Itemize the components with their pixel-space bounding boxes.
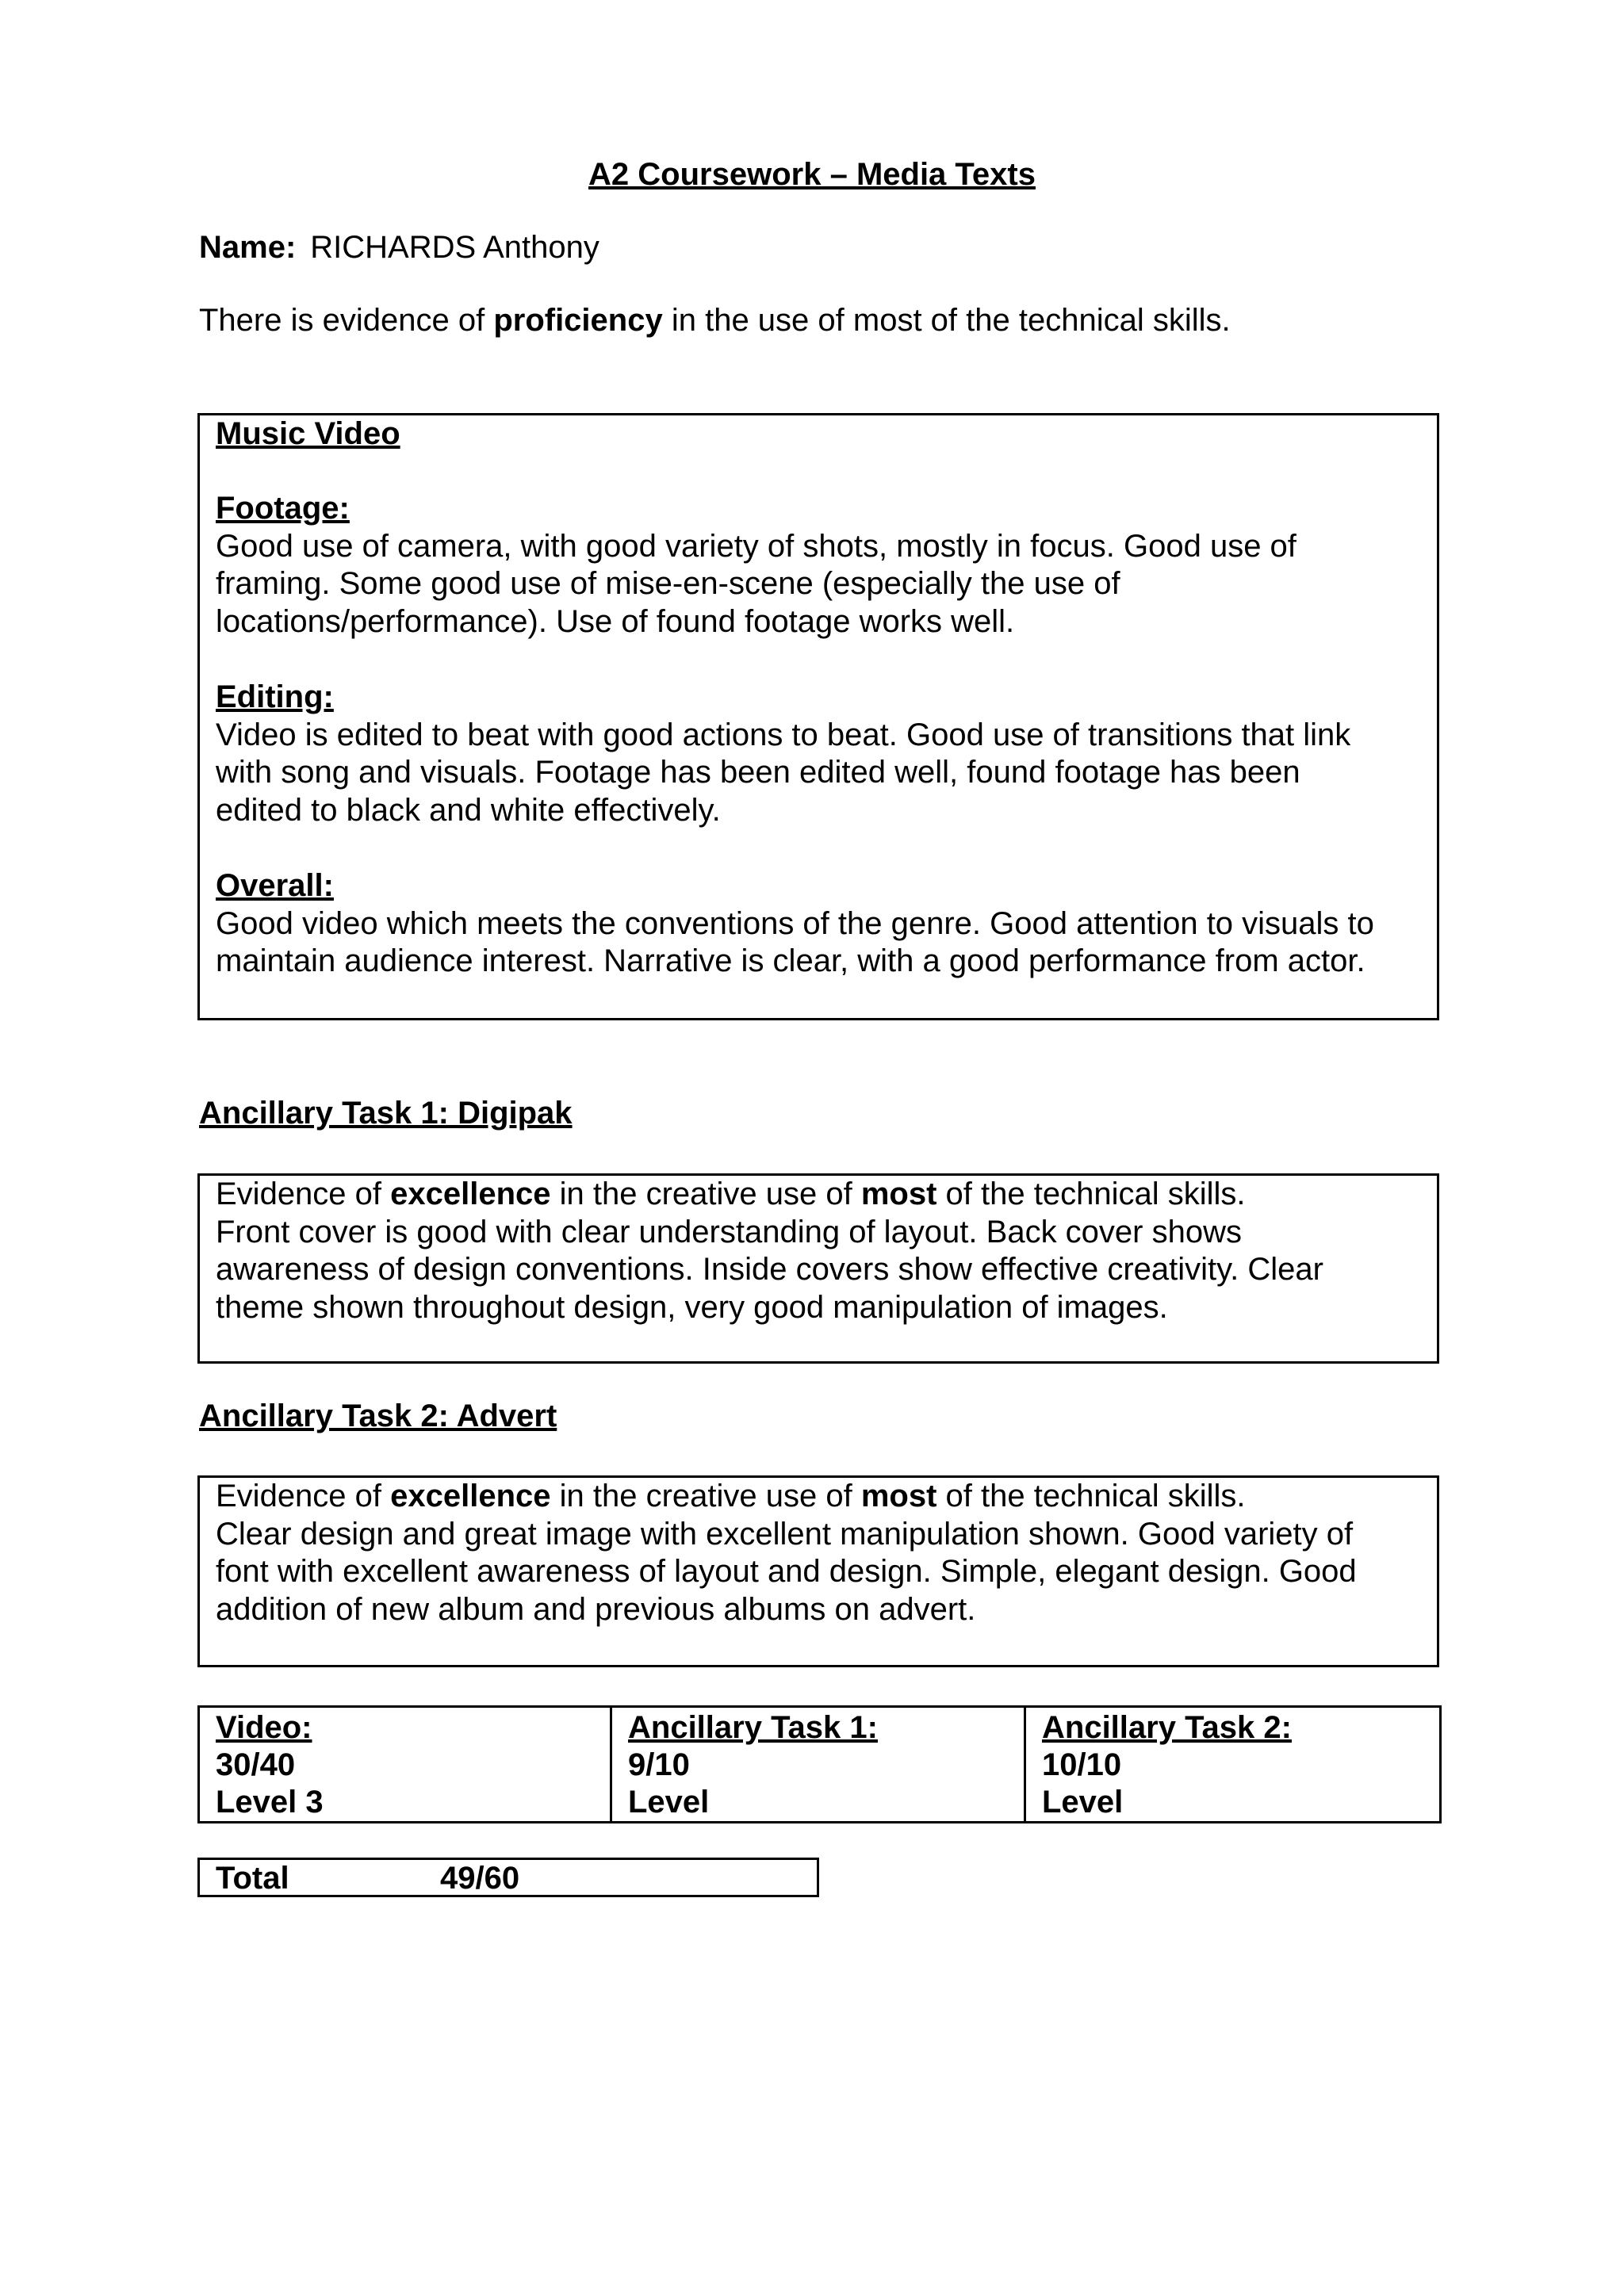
text-run: Evidence of xyxy=(216,1479,391,1513)
advert-box xyxy=(197,1475,1439,1667)
text-run: in the creative use of xyxy=(550,1479,861,1513)
advert-line: addition of new album and previous albums on advert. xyxy=(216,1591,976,1627)
digipak-line: theme shown throughout design, very good manipulation of images. xyxy=(216,1289,1168,1325)
digipak-heading: Ancillary Task 1: Digipak xyxy=(199,1096,573,1131)
advert-first-line xyxy=(216,1478,1426,1516)
music-video-heading xyxy=(216,415,1426,453)
digipak-line: awareness of design conventions. Inside covers show effective creativity. Clear xyxy=(216,1252,1323,1287)
document-title: A2 Coursework – Media Texts xyxy=(588,157,1036,192)
score-level: Level xyxy=(1042,1785,1124,1820)
text-run: of the technical skills. xyxy=(936,1479,1246,1513)
advert-line: Clear design and great image with excellent manipulation shown. Good variety of xyxy=(216,1516,1354,1552)
text-run: in the creative use of xyxy=(550,1177,861,1211)
digipak-text xyxy=(216,1176,1426,1326)
digipak-box xyxy=(197,1173,1439,1364)
intro-after: in the use of most of the technical skills. xyxy=(662,303,1231,338)
score-heading: Ancillary Task 2: xyxy=(1042,1710,1292,1745)
score-mark: 9/10 xyxy=(628,1747,690,1782)
digipak-first-line xyxy=(216,1176,1426,1214)
bold-run: excellence xyxy=(390,1177,551,1211)
score-mark: 30/40 xyxy=(216,1747,296,1782)
footage-heading: Footage: xyxy=(216,491,350,526)
editing-line: with song and visuals. Footage has been edited well, found footage has been xyxy=(216,755,1300,790)
intro-before: There is evidence of xyxy=(199,303,494,338)
scores-table xyxy=(197,1705,1442,1823)
score-heading: Video: xyxy=(216,1710,312,1745)
overall-section xyxy=(216,867,1426,981)
footage-line: locations/performance). Use of found footage works well. xyxy=(216,603,1015,639)
editing-line: Video is edited to beat with good actions to beat. Good use of transitions that link xyxy=(216,717,1351,752)
editing-heading: Editing: xyxy=(216,679,334,714)
digipak-line: Front cover is good with clear understanding of layout. Back cover shows xyxy=(216,1214,1242,1249)
score-cell-ancillary-2 xyxy=(1025,1707,1441,1823)
bold-run: excellence xyxy=(390,1479,551,1513)
total-box xyxy=(197,1858,819,1897)
text-run: of the technical skills. xyxy=(936,1177,1246,1211)
footage-line: Good use of camera, with good variety of shots, mostly in focus. Good use of xyxy=(216,528,1297,564)
footage-line: framing. Some good use of mise-en-scene (especially the use of xyxy=(216,566,1120,601)
name-value: RICHARDS Anthony xyxy=(310,230,599,265)
student-name-row xyxy=(199,228,599,266)
overall-line: maintain audience interest. Narrative is clear, with a good performance from actor. xyxy=(216,943,1365,978)
advert-line: font with excellent awareness of layout and design. Simple, elegant design. Good xyxy=(216,1554,1357,1589)
editing-line: edited to black and white effectively. xyxy=(216,792,721,828)
advert-heading: Ancillary Task 2: Advert xyxy=(199,1399,557,1433)
advert-text xyxy=(216,1478,1426,1628)
name-label: Name: xyxy=(199,230,297,265)
score-mark: 10/10 xyxy=(1042,1747,1122,1782)
bold-run: most xyxy=(860,1479,937,1513)
total-value: 49/60 xyxy=(440,1861,520,1896)
footage-section xyxy=(216,490,1426,641)
bold-run: most xyxy=(860,1177,937,1211)
score-cell-ancillary-1 xyxy=(611,1707,1025,1823)
total-label: Total xyxy=(216,1861,289,1896)
score-level: Level 3 xyxy=(216,1785,324,1820)
music-video-heading-text: Music Video xyxy=(216,416,400,451)
intro-statement xyxy=(199,301,1231,339)
scores-row xyxy=(199,1707,1441,1823)
editing-section xyxy=(216,679,1426,829)
intro-bold: proficiency xyxy=(493,303,663,338)
text-run: Evidence of xyxy=(216,1177,391,1211)
overall-heading: Overall: xyxy=(216,868,334,903)
music-video-box xyxy=(197,413,1439,1020)
score-level: Level xyxy=(628,1785,710,1820)
score-cell-video xyxy=(199,1707,611,1823)
score-heading: Ancillary Task 1: xyxy=(628,1710,878,1745)
overall-line: Good video which meets the conventions of the genre. Good attention to visuals to xyxy=(216,905,1374,941)
